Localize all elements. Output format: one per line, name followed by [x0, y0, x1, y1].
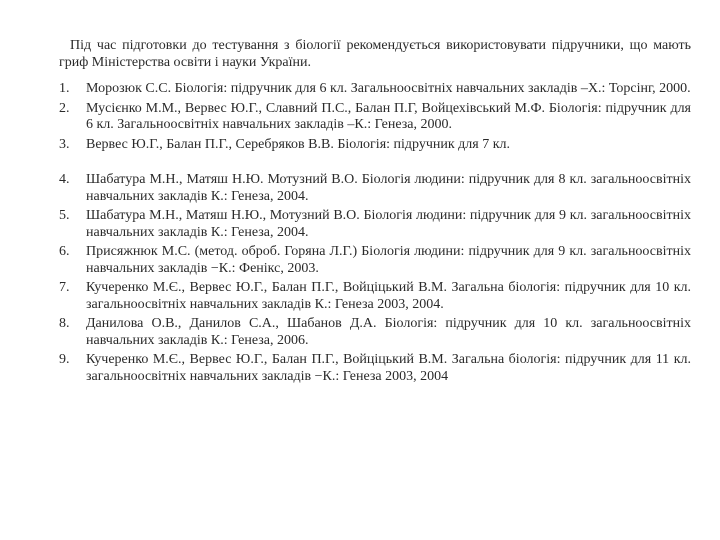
reference-item — [59, 352, 691, 385]
reference-text: Присяжнюк М.С. (метод. оброб. Горяна Л.Г.) Біологія людини: підручник для 9 кл. загальноосвітніх навчальних закладів −К.: Фенікс, 2003. — [86, 244, 691, 276]
reference-number: 7. — [59, 280, 70, 295]
reference-text: Кучеренко М.Є., Вервес Ю.Г., Балан П.Г., Войціцький В.М. Загальна біологія: підручник для 11 кл. загальноосвітніх навчальних закладів −К.: Генеза 2003, 2004 — [86, 352, 691, 384]
reference-text: Данилова О.В., Данилов С.А., Шабанов Д.А. Біологія: підручник для 10 кл. загальноосвітніх навчальних закладів К.: Генеза, 2006. — [86, 316, 691, 348]
reference-text: Шабатура М.Н., Матяш Н.Ю., Мотузний В.О. Біологія людини: підручник для 9 кл. загальноосвітніх навчальних закладів К.: Генеза, 2004. — [86, 208, 691, 240]
reference-number: 1. — [59, 81, 70, 96]
reference-number: 2. — [59, 100, 70, 116]
reference-text: Кучеренко М.Є., Вервес Ю.Г., Балан П.Г., Войціцький В.М. Загальна біологія: підручник для 10 кл. загальноосвітніх навчальних закладів К.: Генеза 2003, 2004. — [86, 280, 691, 312]
reference-number: 5. — [59, 208, 70, 223]
reference-item — [59, 208, 691, 241]
reference-item — [59, 137, 691, 154]
intro-paragraph: Під час підготовки до тестування з біології рекомендується використовувати підручники, що мають гриф Міністерства освіти і науки України. — [59, 38, 691, 70]
document-body — [59, 38, 691, 388]
reference-item — [59, 101, 691, 134]
reference-number: 3. — [59, 136, 70, 152]
reference-text: Шабатура М.Н., Матяш Н.Ю. Мотузний В.О. Біологія людини: підручник для 8 кл. загальноосвітніх навчальних закладів К.: Генеза, 2004. — [86, 172, 691, 204]
reference-number: 9. — [59, 352, 70, 367]
reference-text: Морозюк С.С. Біологія: підручник для 6 кл. Загальноосвітніх навчальних закладів –Х.: Торсінг, 2000. — [86, 81, 691, 96]
reference-item — [59, 81, 691, 98]
reference-item — [59, 172, 691, 205]
reference-list — [59, 81, 691, 385]
reference-number: 8. — [59, 316, 70, 331]
reference-text: Мусієнко М.М., Вервес Ю.Г., Славний П.С., Балан П.Г, Войцехівський М.Ф. Біологія: підручник для 6 кл. Загальноосвітніх навчальних закладів –К.: Генеза, 2000. — [86, 100, 691, 132]
reference-number: 4. — [59, 172, 70, 187]
reference-number: 6. — [59, 244, 70, 259]
reference-item — [59, 316, 691, 349]
reference-item — [59, 280, 691, 313]
reference-text: Вервес Ю.Г., Балан П.Г., Серебряков В.В. Біологія: підручник для 7 кл. — [86, 136, 511, 152]
reference-item — [59, 244, 691, 277]
